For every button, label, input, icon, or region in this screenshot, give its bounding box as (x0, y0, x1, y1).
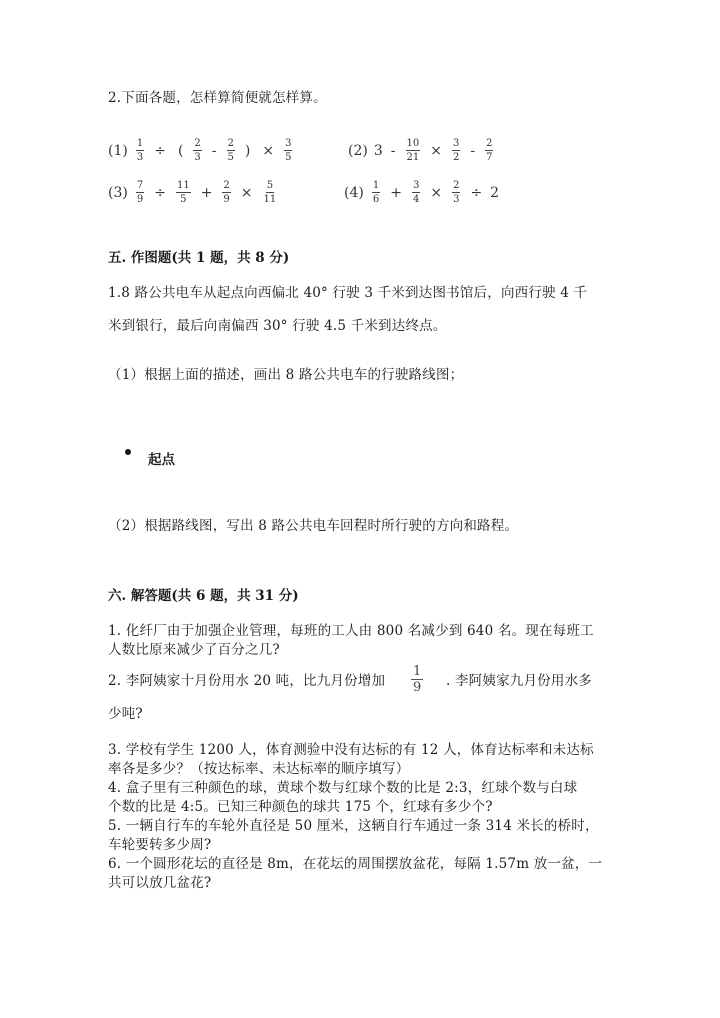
s5-q1-line2: 米到银行，最后向南偏西 30° 行驶 4.5 千米到达终点。 (108, 318, 447, 334)
fraction (136, 138, 144, 163)
operator: - (390, 142, 396, 159)
s6-q6-line1: 6. 一个圆形花坛的直径是 8m，在花坛的周围摆放盆花，每隔 1.57m 放一盆，一 (108, 856, 603, 872)
operator: × (262, 142, 275, 159)
fraction-numerator: 10 (406, 138, 420, 149)
s5-q1-line1: 1.8 路公共电车从起点向西偏北 40° 行驶 3 千米到达图书馆后，向西行驶 4 千 (108, 285, 588, 301)
operator: - (211, 142, 217, 159)
fraction-denominator: 4 (412, 194, 420, 205)
formula-label: (1) (108, 142, 128, 159)
operator: + (200, 184, 213, 201)
fraction-numerator: 1 (136, 138, 144, 149)
formula-3 (108, 180, 281, 205)
fraction-numerator: 2 (486, 138, 493, 149)
s6-q2-after: . 李阿姨家九月份用水多 (446, 673, 592, 689)
fraction-denominator: 3 (453, 194, 460, 205)
fraction-denominator: 5 (285, 152, 292, 163)
section-5-heading: 五. 作图题(共 1 题，共 8 分) (108, 250, 290, 266)
fraction-denominator: 5 (227, 152, 234, 163)
operator: × (430, 142, 442, 159)
fraction-numerator: 1 (372, 180, 380, 191)
s6-q5-line1: 5. 一辆自行车的车轮外直径是 50 厘米，这辆自行车通过一条 314 米长的桥时， (108, 818, 599, 834)
fraction-numerator: 3 (452, 138, 460, 149)
s6-q2-line2: 少吨? (108, 706, 143, 722)
fraction (193, 138, 201, 163)
fraction-denominator: 6 (372, 194, 380, 205)
fraction (406, 138, 421, 163)
formula-2 (348, 138, 497, 163)
s6-q2-fraction-den: 9 (413, 680, 422, 695)
operator: × (240, 184, 253, 201)
formula-1 (108, 138, 296, 163)
s6-q2-fraction-num: 1 (413, 664, 422, 679)
fraction-denominator: 3 (136, 152, 144, 163)
fraction (227, 138, 235, 163)
fraction-numerator: 2 (227, 138, 234, 149)
number: 3 (373, 142, 383, 159)
s6-q4-line1: 4. 盒子里有三种颜色的球，黄球个数与红球个数的比是 2:3，红球个数与白球 (108, 780, 578, 796)
question-2-intro: 2.下面各题，怎样算简便就怎样算。 (108, 90, 327, 106)
s5-sub2: （2）根据路线图，写出 8 路公共电车回程时所行驶的方向和路程。 (108, 518, 519, 534)
fraction-denominator: 9 (223, 194, 230, 205)
fraction-denominator: 9 (136, 194, 144, 205)
fraction (485, 138, 493, 163)
fraction (412, 180, 420, 205)
operator: ) (244, 142, 251, 159)
formula-4 (344, 180, 501, 205)
s6-q6-line2: 共可以放几盆花? (108, 875, 212, 891)
s6-q1-line1: 1. 化纤厂由于加强企业管理，每班的工人由 800 名减少到 640 名。现在每班工 (108, 623, 594, 639)
fraction (452, 138, 460, 163)
s6-q4-line2: 个数的比是 4:5。已知三种颜色的球共 175 个，红球有多少个? (108, 799, 493, 815)
s5-sub1: （1）根据上面的描述，画出 8 路公共电车的行驶路线图； (108, 367, 464, 383)
operator: × (430, 184, 443, 201)
section-6-heading: 六. 解答题(共 6 题，共 31 分) (108, 588, 299, 604)
fraction (263, 180, 278, 205)
number: 2 (490, 184, 500, 201)
fraction-numerator: 11 (176, 180, 190, 191)
fraction-numerator: 2 (453, 180, 460, 191)
operator: - (470, 142, 476, 159)
start-point-dot (125, 449, 131, 455)
fraction (136, 180, 144, 205)
fraction-numerator: 3 (412, 180, 420, 191)
fraction-numerator: 3 (285, 138, 292, 149)
s6-q1-line2: 人数比原来减少了百分之几? (108, 642, 280, 658)
fraction (222, 180, 230, 205)
fraction-denominator: 2 (452, 152, 460, 163)
operator: + (390, 184, 402, 201)
formula-label: (2) (348, 142, 368, 159)
fraction (284, 138, 292, 163)
fraction-denominator: 21 (406, 152, 420, 163)
fraction-denominator: 11 (263, 194, 277, 205)
formula-label: (3) (108, 184, 128, 201)
fraction-numerator: 5 (266, 180, 274, 191)
start-point-label: 起点 (148, 452, 175, 468)
formula-label: (4) (344, 184, 364, 201)
fraction-denominator: 7 (486, 152, 493, 163)
fraction (176, 180, 191, 205)
fraction (452, 180, 460, 205)
s6-q2-before: 2. 李阿姨家十月份用水 20 吨，比九月份增加 (108, 673, 386, 689)
operator: ( (177, 142, 184, 159)
operator: ÷ (154, 142, 166, 159)
fraction-denominator: 3 (194, 152, 201, 163)
s6-q5-line2: 车轮要转多少周? (108, 837, 212, 853)
fraction-denominator: 5 (180, 194, 187, 205)
fraction (372, 180, 380, 205)
operator: ÷ (470, 184, 483, 201)
s6-q3-line2: 率各是多少？（按达标率、未达标率的顺序填写） (108, 761, 410, 777)
fraction-numerator: 2 (194, 138, 201, 149)
fraction-numerator: 2 (223, 180, 230, 191)
s6-q3-line1: 3. 学校有学生 1200 人，体育测验中没有达标的有 12 人，体育达标率和未达标 (108, 742, 594, 758)
s6-q2-fraction (411, 664, 423, 695)
fraction-numerator: 7 (136, 180, 144, 191)
operator: ÷ (154, 184, 166, 201)
